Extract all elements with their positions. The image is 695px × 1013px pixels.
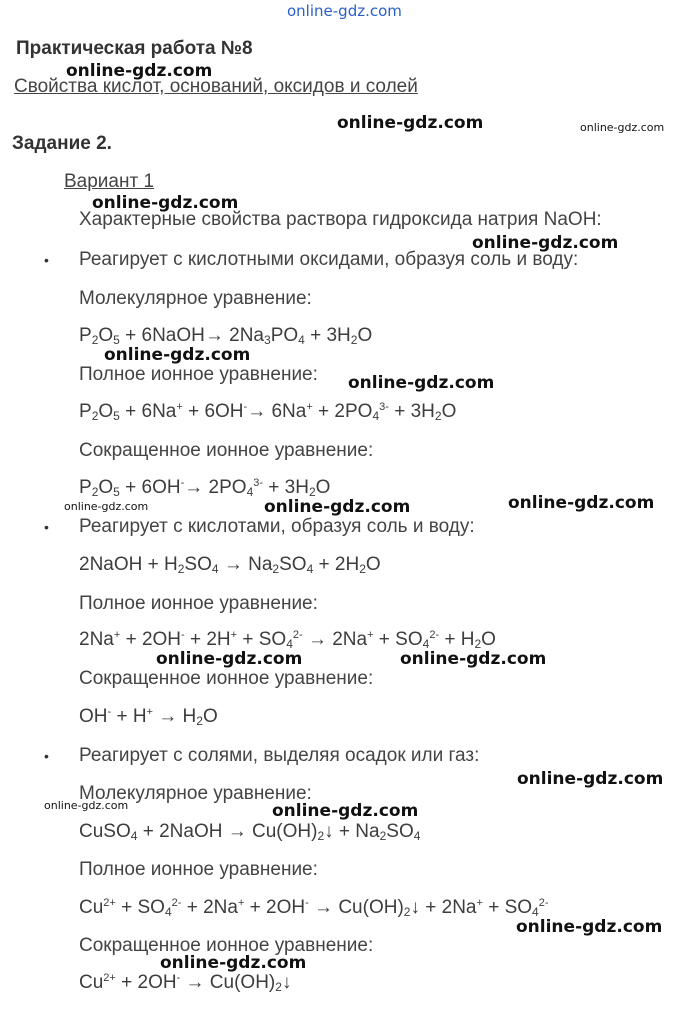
intro-text: Характерные свойства раствора гидроксида натрия NaOH: xyxy=(79,209,602,230)
watermark: online-gdz.com xyxy=(156,649,303,669)
watermark: online-gdz.com xyxy=(104,345,251,365)
task-label: Задание 2. xyxy=(12,133,112,154)
label-molecular-1: Молекулярное уравнение: xyxy=(79,288,312,309)
watermark-top: online-gdz.com xyxy=(287,2,402,20)
watermark: online-gdz.com xyxy=(44,799,129,812)
watermark: online-gdz.com xyxy=(160,953,307,973)
watermark: online-gdz.com xyxy=(508,493,655,513)
equation-2-full-ionic: $2Na^+ + 2OH^- + 2H^+ + SO_4^{2-} \to 2Na^+ + SO_4^{2-} + H_2O$ xyxy=(79,629,496,651)
watermark: online-gdz.com xyxy=(92,193,239,213)
equation-3-full-ionic: $Cu^{2+} + SO_4^{2-} + 2Na^+ + 2OH^-$ → $Cu(OH)_2↓ + 2Na^+ + SO_4^{2-}$ xyxy=(79,897,549,919)
label-short-ionic-3: Сокращенное ионное уравнение: xyxy=(79,935,374,956)
bullet-1-text: Реагирует с кислотными оксидами, образуя соль и воду: xyxy=(79,249,579,270)
watermark: online-gdz.com xyxy=(264,497,411,517)
bullet-marker: • xyxy=(44,748,49,764)
watermark: online-gdz.com xyxy=(66,61,213,81)
equation-2-molecular: 2NaOH + $H_2SO_4 \to Na_2SO_4 + 2H_2O$ xyxy=(79,554,381,576)
equation-3-molecular: CuSO$_4$ + 2NaOH → $Cu(OH)_2↓ + Na_2SO_4$ xyxy=(79,821,421,843)
equation-3-short-ionic: $Cu^{2+} + 2OH^-$ → $Cu(OH)_2↓$ xyxy=(79,972,292,994)
label-full-ionic-3: Полное ионное уравнение: xyxy=(79,859,318,880)
label-full-ionic-2: Полное ионное уравнение: xyxy=(79,593,318,614)
watermark: online-gdz.com xyxy=(272,801,419,821)
watermark: online-gdz.com xyxy=(337,113,484,133)
equation-1-molecular: $P_2O_5$ + 6NaOH→ $2Na_3PO_4 + 3H_2O$ xyxy=(79,325,373,347)
equation-1-full-ionic: $P_2O_5 + 6Na^+ + 6OH^-\to 6Na^+ + 2PO_4^{3-} + 3H_2O$ xyxy=(79,401,457,423)
label-full-ionic-1: Полное ионное уравнение: xyxy=(79,364,318,385)
equation-1-short-ionic: $P_2O_5 + 6OH^-\to 2PO_4^{3-} + 3H_2O$ xyxy=(79,477,331,499)
watermark: online-gdz.com xyxy=(516,917,663,937)
variant-label: Вариант 1 xyxy=(64,171,155,192)
equation-2-short-ionic: $OH^- + H^+ \to H_2O$ xyxy=(79,706,218,728)
watermark: online-gdz.com xyxy=(348,373,495,393)
bullet-2-text: Реагирует с кислотами, образуя соль и воду: xyxy=(79,516,475,537)
page-subtitle: Свойства кислот, оснований, оксидов и солей xyxy=(14,76,418,97)
bullet-marker: • xyxy=(44,519,49,535)
page-title: Практическая работа №8 xyxy=(16,38,253,59)
label-short-ionic-2: Сокращенное ионное уравнение: xyxy=(79,668,374,689)
bullet-marker: • xyxy=(44,252,49,268)
bullet-3-text: Реагирует с солями, выделяя осадок или газ: xyxy=(79,745,480,766)
watermark: online-gdz.com xyxy=(580,121,665,134)
watermark: online-gdz.com xyxy=(64,500,149,513)
watermark: online-gdz.com xyxy=(472,233,619,253)
label-short-ionic-1: Сокращенное ионное уравнение: xyxy=(79,440,374,461)
label-molecular-3: Молекулярное уравнение: xyxy=(79,783,312,804)
watermark: online-gdz.com xyxy=(400,649,547,669)
watermark: online-gdz.com xyxy=(517,769,664,789)
